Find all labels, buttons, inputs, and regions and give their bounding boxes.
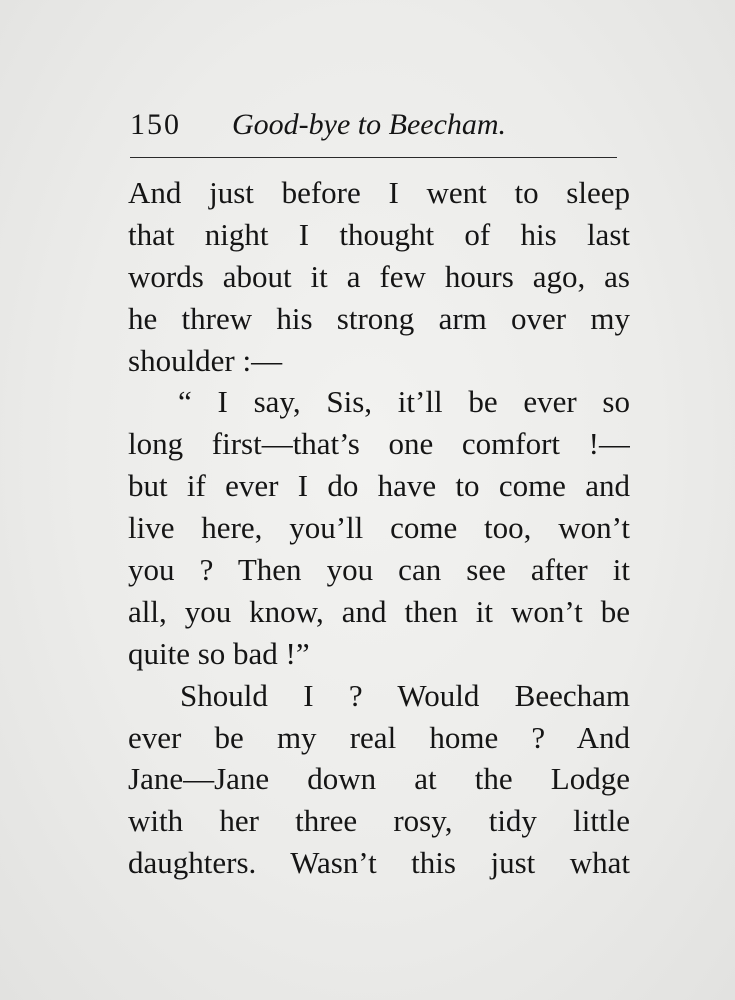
text-line: all, you know, and then it won’t be [128,593,630,629]
text-line: ever be my real home ? And [128,719,630,755]
text-line: And just before I went to sleep [128,175,630,210]
page-number: 150 [130,108,181,141]
page-header [130,108,615,148]
running-title: Good-bye to Beecham. [232,108,507,141]
body-text [128,172,630,884]
text-line: he threw his strong arm over my [128,300,630,336]
text-line: with her three rosy, tidy little [128,803,630,839]
text-line: but if ever I do have to come and [128,468,630,504]
text-line: live here, you’ll come too, won’t [128,510,630,546]
text-line: shoulder :— [128,342,283,378]
text-line: that night I thought of his last [128,216,630,252]
header-rule [130,157,617,158]
text-line: Should I ? Would Beecham [180,677,630,713]
text-line: “ I say, Sis, it’ll be ever so [178,384,630,420]
text-line: daughters. Wasn’t this just what [128,845,630,881]
text-line: long first—that’s one comfort !— [128,426,630,462]
text-line: words about it a few hours ago, as [128,258,630,294]
text-line: Jane—Jane down at the Lodge [128,761,630,797]
text-line: quite so bad !” [128,635,310,671]
text-line: you ? Then you can see after it [128,552,630,588]
